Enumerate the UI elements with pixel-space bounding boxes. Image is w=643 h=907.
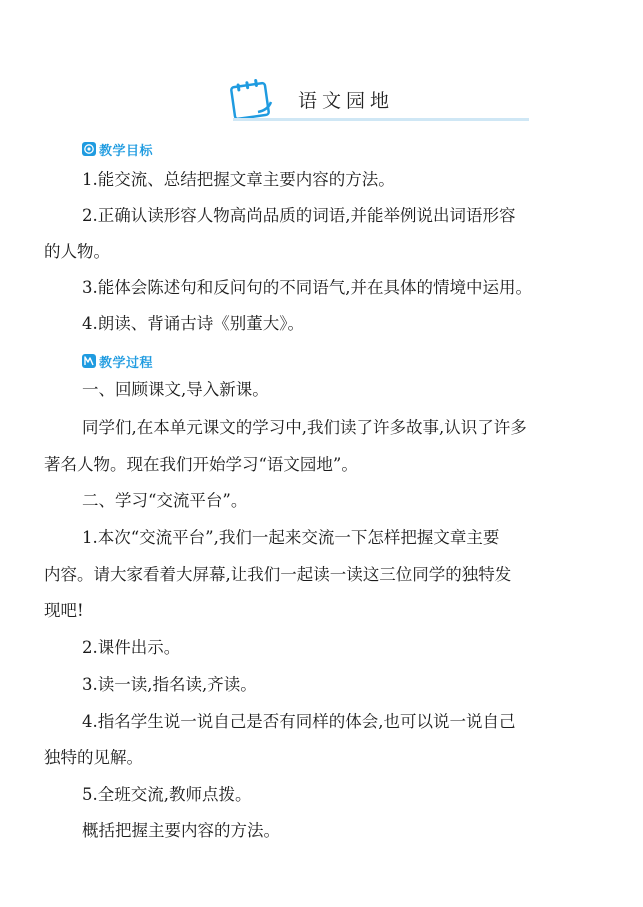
process-heading (82, 352, 153, 370)
pen-icon (82, 354, 96, 368)
process-line: 著名人物。现在我们开始学习“语文园地”。 (44, 455, 358, 474)
title-underline (233, 118, 529, 121)
process-line: 二、学习“交流平台”。 (82, 491, 248, 510)
objective-line: 的人物。 (44, 242, 110, 261)
objective-line: 4.朗读、背诵古诗《别董大》。 (82, 314, 304, 333)
objective-line: 2.正确认读形容人物高尚品质的词语,并能举例说出词语形容 (82, 206, 516, 225)
calendar-icon (228, 76, 276, 122)
section-header (228, 76, 528, 122)
process-line: 2.课件出示。 (82, 638, 181, 657)
process-heading-label: 教学过程 (99, 355, 154, 371)
page-title: 语文园地 (298, 90, 395, 112)
process-line: 现吧! (44, 601, 84, 620)
process-line: 5.全班交流,教师点拨。 (82, 785, 252, 804)
process-line: 4.指名学生说一说自己是否有同样的体会,也可以说一说自己 (82, 712, 516, 731)
process-line: 内容。请大家看着大屏幕,让我们一起读一读这三位同学的独特发 (44, 565, 512, 584)
process-line: 1.本次“交流平台”,我们一起来交流一下怎样把握文章主要 (82, 528, 500, 547)
objectives-heading-label: 教学目标 (99, 143, 154, 159)
process-line: 独特的见解。 (44, 748, 143, 767)
objective-line: 1.能交流、总结把握文章主要内容的方法。 (82, 170, 395, 189)
target-icon (82, 142, 96, 156)
objectives-heading (82, 140, 153, 158)
objective-line: 3.能体会陈述句和反问句的不同语气,并在具体的情境中运用。 (82, 278, 532, 297)
process-line: 概括把握主要内容的方法。 (82, 821, 280, 840)
process-line: 3.读一读,指名读,齐读。 (82, 675, 257, 694)
process-line: 一、回顾课文,导入新课。 (82, 380, 269, 399)
process-line: 同学们,在本单元课文的学习中,我们读了许多故事,认识了许多 (82, 418, 527, 437)
